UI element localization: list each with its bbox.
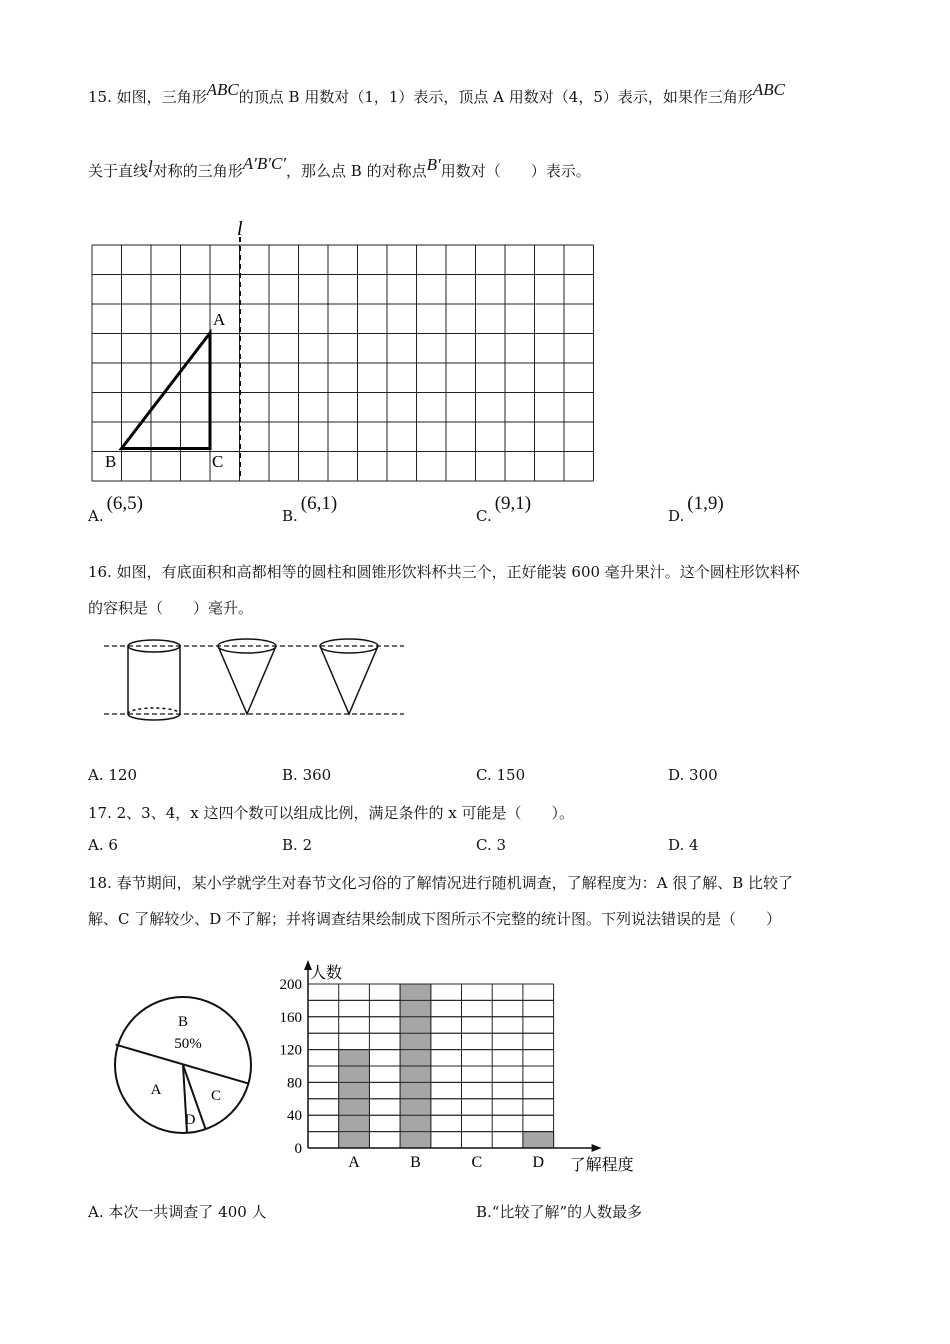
vertex-b-label: B (105, 452, 117, 471)
q15-option-b[interactable]: B.(6,1) (282, 493, 338, 525)
q17-option-c[interactable]: C. 3 (476, 836, 507, 854)
y-tick-label: 160 (279, 1009, 302, 1026)
q16-line2: 的容积是（ ）毫升。 (88, 599, 254, 617)
pie-label-c: C (210, 1088, 222, 1104)
cylinder-cup (128, 640, 180, 720)
q15-option-c[interactable]: C.(9,1) (476, 493, 532, 525)
q16-cups-figure (100, 630, 410, 730)
q17-option-b[interactable]: B. 2 (282, 836, 313, 854)
q18-line1: 18. 春节期间，某小学就学生对春节文化习俗的了解情况进行随机调查，了解程度为：A 很了解、B 比较了 (88, 874, 794, 892)
grid-lines (92, 245, 594, 481)
q18-line2: 解、C 了解较少、D 不了解；并将调查结果绘制成下图所示不完整的统计图。下列说法错误的是（ ） (88, 910, 782, 928)
bar-chart (270, 960, 650, 1180)
pie-label-a: A (150, 1082, 162, 1098)
y-axis-label: 人数 (310, 965, 343, 982)
pie-label-b-percent: 50% (174, 1036, 202, 1052)
bar-D (523, 1132, 554, 1148)
x-axis-arrow (592, 1144, 602, 1152)
x-axis-label: 了解程度 (569, 1157, 634, 1174)
vertex-a-label: A (213, 310, 226, 329)
cone-cup-1 (218, 639, 276, 714)
q15-option-a[interactable]: A.(6,5) (88, 493, 144, 525)
q15-line1: 15. 如图，三角形ABC的顶点 B 用数对（1，1）表示，顶点 A 用数对（4，5）表示，如果作三角形ABC (88, 80, 785, 106)
y-tick-label: 40 (287, 1108, 302, 1125)
q16-option-a[interactable]: A. 120 (88, 766, 138, 784)
q16-line1: 16. 如图，有底面积和高都相等的圆柱和圆锥形饮料杯共三个，正好能装 600 毫升果汁。这个圆柱形饮料杯 (88, 563, 800, 581)
y-tick-label: 80 (287, 1075, 302, 1092)
line-l-label: l (237, 218, 243, 240)
pie-label-d: D (184, 1112, 196, 1128)
x-tick-label-A: A (348, 1154, 360, 1171)
x-tick-label-D: D (532, 1154, 545, 1171)
q16-option-d[interactable]: D. 300 (668, 766, 718, 784)
y-tick-label: 200 (279, 977, 302, 993)
y-tick-label: 120 (279, 1042, 302, 1059)
triangle-abc-label-2: ABC (752, 80, 785, 99)
x-tick-label-B: B (410, 1154, 421, 1171)
q17-line1: 17. 2、3、4，x 这四个数可以组成比例，满足条件的 x 可能是（ ）。 (88, 804, 574, 822)
q16-option-b[interactable]: B. 360 (282, 766, 332, 784)
q17-option-a[interactable]: A. 6 (88, 836, 118, 854)
q15-grid-figure (80, 215, 610, 495)
x-tick-label-C: C (471, 1154, 483, 1171)
q16-option-c[interactable]: C. 150 (476, 766, 526, 784)
cone-cup-2 (320, 639, 378, 714)
pie-label-b: B (177, 1014, 189, 1030)
q15-option-d[interactable]: D.(1,9) (668, 493, 724, 525)
vertex-c-label: C (212, 452, 224, 471)
q15-line2: 关于直线l对称的三角形A′B′C′，那么点 B 的对称点B′用数对（ ）表示。 (88, 154, 591, 180)
q17-option-d[interactable]: D. 4 (668, 836, 699, 854)
y-tick-label: 0 (294, 1141, 302, 1157)
pie-chart (108, 990, 258, 1140)
triangle-abc (122, 333, 211, 449)
q18-option-a[interactable]: A. 本次一共调查了 400 人 (88, 1203, 267, 1221)
q18-option-b[interactable]: B.“比较了解”的人数最多 (476, 1203, 643, 1221)
triangle-abc-label: ABC (206, 80, 239, 99)
